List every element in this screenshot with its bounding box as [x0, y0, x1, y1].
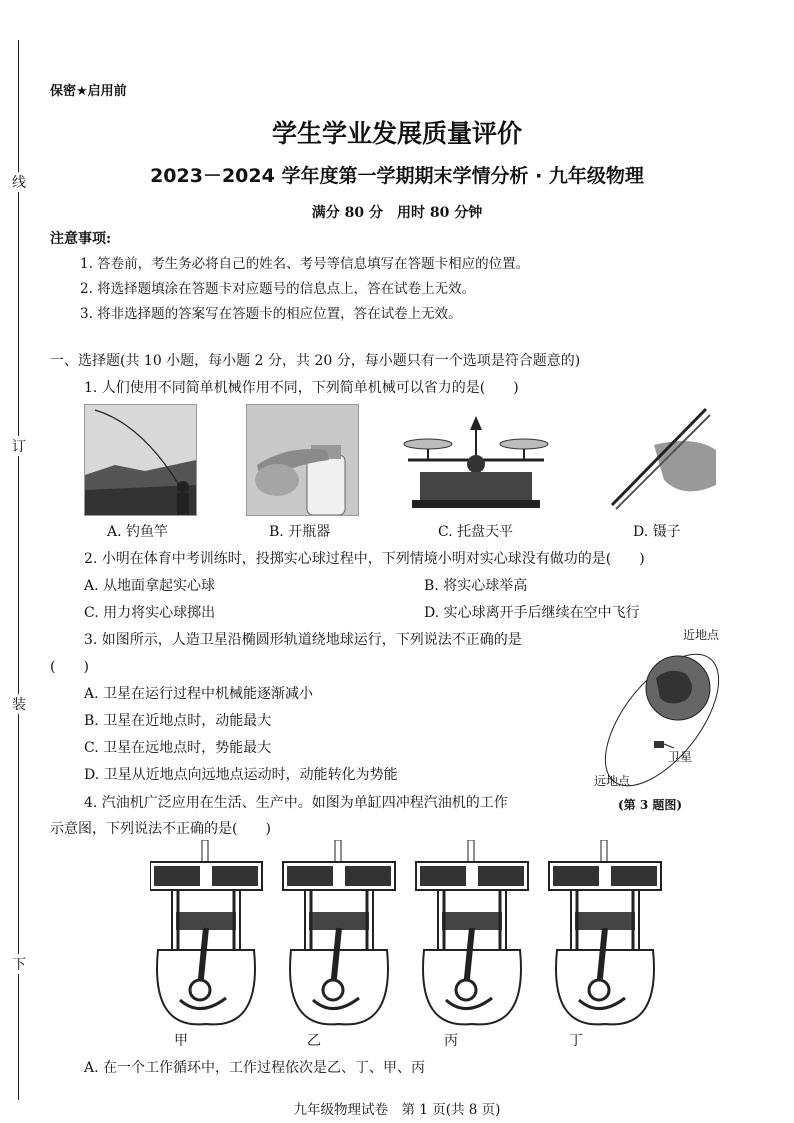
question-4-stem-line2: 示意图，下列说法不正确的是( )	[50, 821, 271, 837]
note-item: 1. 答卷前，考生务必将自己的姓名、考号等信息填写在答题卡相应的位置。	[80, 256, 530, 272]
q1-caption-b: B. 开瓶器	[269, 524, 331, 540]
notes-heading: 注意事项:	[50, 231, 112, 247]
engine-label-jia: 甲	[174, 1033, 188, 1049]
far-point-label: 远地点	[594, 774, 631, 788]
q1-caption-d: D. 镊子	[633, 524, 681, 540]
note-item: 2. 将选择题填涂在答题卡对应题号的信息点上，答在试卷上无效。	[80, 281, 476, 297]
note-item: 3. 将非选择题的答案写在答题卡的相应位置，答在试卷上无效。	[80, 306, 462, 322]
bottle-opener-photo	[246, 404, 359, 516]
binding-line	[18, 40, 19, 1100]
q3-option-b: B. 卫星在近地点时，动能最大	[84, 713, 272, 729]
satellite-orbit-figure	[590, 622, 740, 792]
margin-char-xian: 线	[8, 172, 30, 192]
q3-option-c: C. 卫星在远地点时，势能最大	[84, 740, 272, 756]
balance-scale-figure	[400, 408, 552, 512]
near-point-label: 近地点	[683, 628, 720, 642]
q2-option-c: C. 用力将实心球掷出	[84, 605, 216, 621]
margin-char-zhuang: 装	[8, 694, 30, 714]
score-time: 满分 80 分 用时 80 分钟	[311, 205, 483, 221]
question-4-stem-line1: 4. 汽油机广泛应用在生活、生产中。如图为单缸四冲程汽油机的工作	[84, 795, 508, 811]
engine-label-yi: 乙	[307, 1033, 321, 1049]
engine-label-ding: 丁	[569, 1033, 583, 1049]
fishing-rod-photo	[84, 404, 197, 516]
question-2-stem: 2. 小明在体育中考训练时，投掷实心球过程中，下列情境小明对实心球没有做功的是( )	[84, 551, 645, 567]
satellite-label: 卫星	[668, 750, 693, 764]
margin-char-xia: 下	[8, 954, 30, 974]
confidential-label: 保密★启用前	[50, 84, 127, 99]
q2-option-a: A. 从地面拿起实心球	[84, 578, 216, 594]
q1-caption-a: A. 钓鱼竿	[107, 524, 169, 540]
question-1-stem: 1. 人们使用不同简单机械作用不同，下列简单机械可以省力的是( )	[84, 380, 519, 396]
engine-yi	[283, 840, 395, 1024]
q4-option-a: A. 在一个工作循环中，工作过程依次是乙、丁、甲、丙	[84, 1060, 426, 1076]
engine-ding	[549, 840, 661, 1024]
question-3-stem: 3. 如图所示，人造卫星沿椭圆形轨道绕地球运行，下列说法不正确的是	[84, 632, 522, 648]
engine-bing	[416, 840, 528, 1024]
q2-option-d: D. 实心球离开手后继续在空中飞行	[424, 605, 640, 621]
exam-subtitle: 2023－2024 学年度第一学期期末学情分析 · 九年级物理	[150, 165, 644, 187]
page-title: 学生学业发展质量评价	[271, 119, 522, 148]
margin-char-ding: 订	[8, 436, 30, 456]
q3-option-a: A. 卫星在运行过程中机械能逐渐减小	[84, 686, 314, 702]
engine-label-bing: 丙	[444, 1033, 458, 1049]
engine-jia	[150, 840, 262, 1024]
q3-option-d: D. 卫星从近地点向远地点运动时，动能转化为势能	[84, 767, 398, 783]
page-footer: 九年级物理试卷 第 1 页(共 8 页)	[293, 1102, 501, 1118]
question-3-paren: ( )	[50, 659, 89, 675]
engine-strokes-figure	[150, 840, 690, 1030]
q1-caption-c: C. 托盘天平	[438, 524, 514, 540]
tweezers-figure	[594, 405, 716, 517]
figure-caption: (第 3 题图)	[618, 798, 683, 812]
section-heading: 一、选择题(共 10 小题，每小题 2 分，共 20 分，每小题只有一个选项是符合题意的)	[50, 353, 581, 369]
q2-option-b: B. 将实心球举高	[424, 578, 528, 594]
